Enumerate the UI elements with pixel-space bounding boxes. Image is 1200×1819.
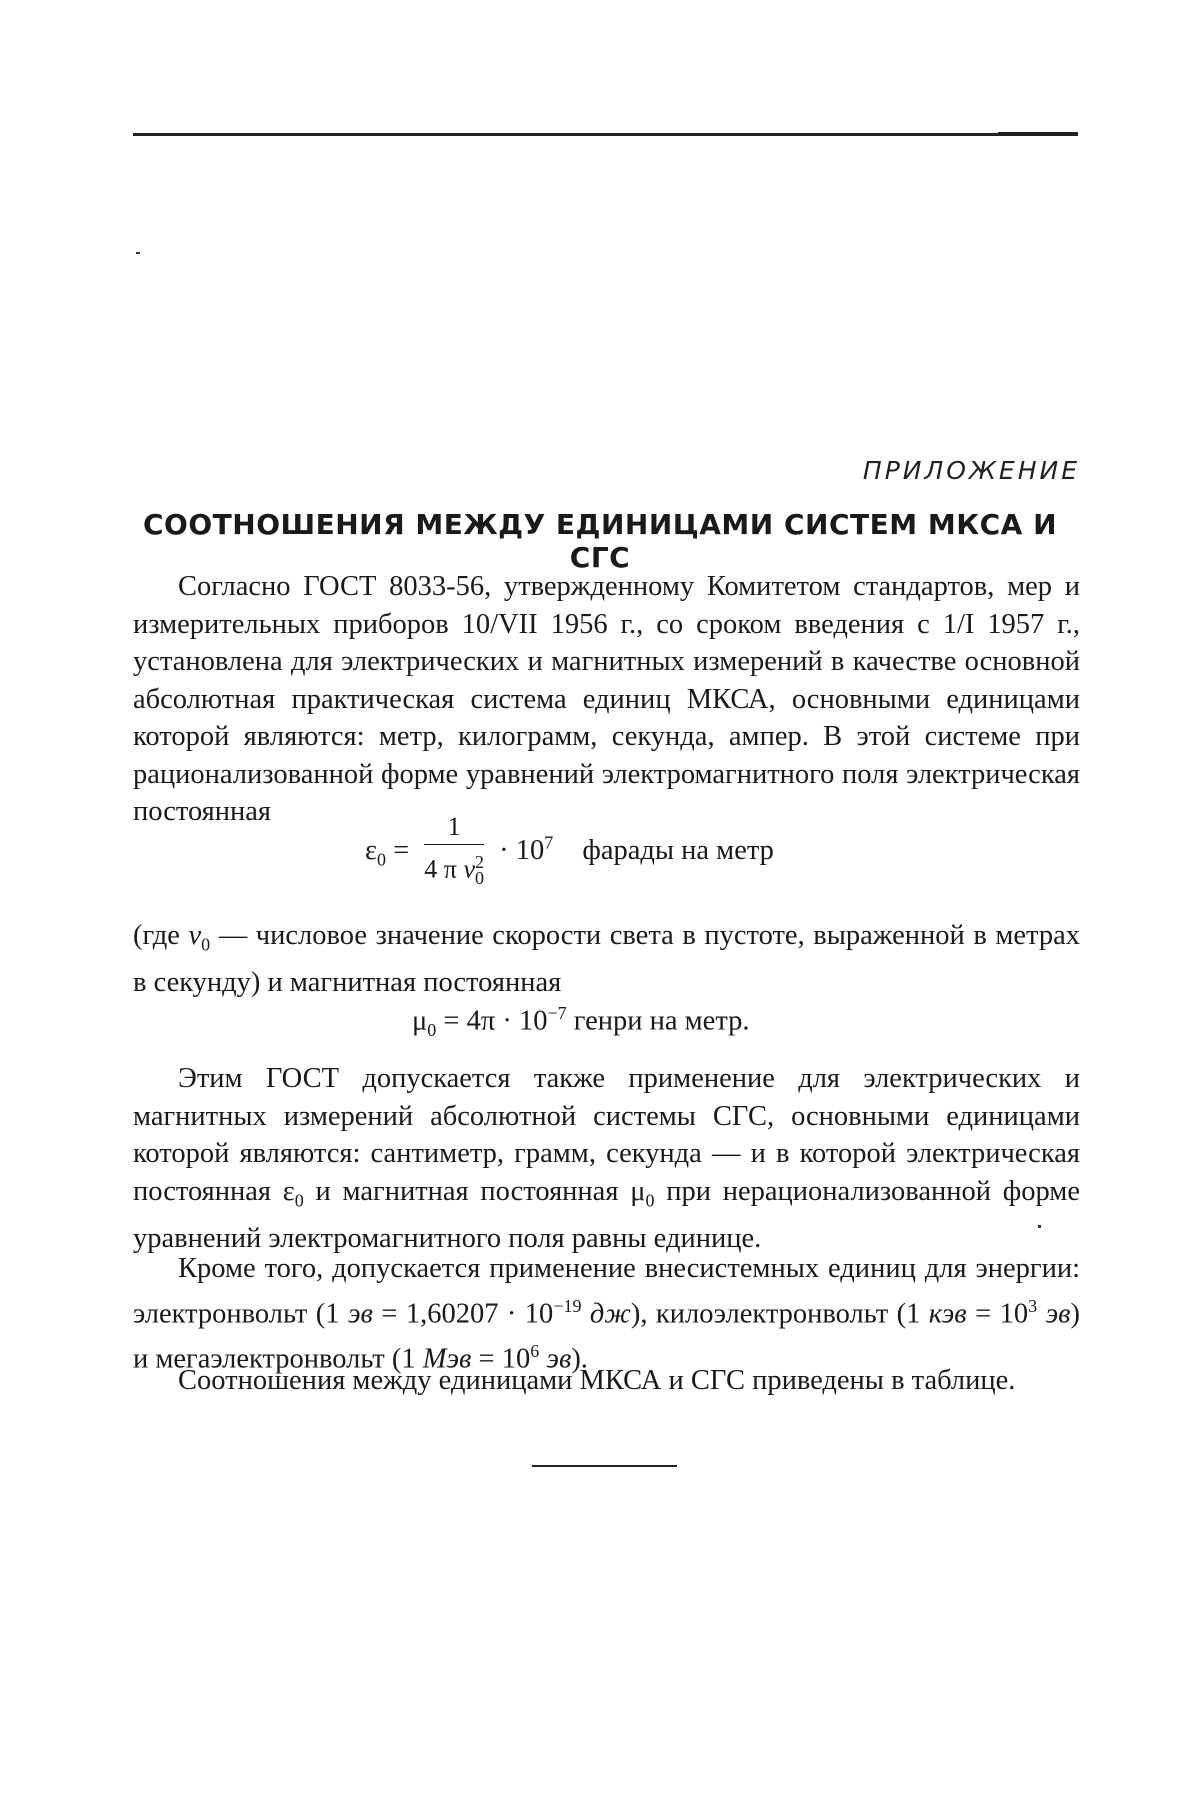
paragraph-3-part: при нерационализованной форме уравнений электромагнитного поля равны единице. — [133, 1175, 1080, 1254]
bottom-rule — [532, 1465, 677, 1467]
formula-mu — [412, 1003, 750, 1041]
top-rule — [133, 133, 1078, 136]
paragraph-5: Соотношения между единицами МКСА и СГС приведены в таблице. — [178, 1365, 1016, 1396]
paragraph-2-rest: — числовое значение скорости света в пустоте, выраженной в метрах в секунду) и магнитная постоянная — [133, 920, 1080, 999]
denominator-text: 4 π — [424, 854, 464, 884]
unit-ev: эв — [347, 1298, 373, 1329]
epsilon-subscript: 0 — [376, 849, 386, 870]
v-variable: v — [188, 920, 202, 951]
exponent: 6 — [530, 1340, 540, 1361]
unit-mev: Мэв — [422, 1343, 472, 1374]
epsilon-symbol: ε — [365, 834, 377, 866]
mu-subscript: 0 — [645, 1190, 655, 1211]
paragraph-1: Согласно ГОСТ 8033-56, утвержденному Комитетом стандартов, мер и измерительных приборов 10/VII 1956 г., со сроком введения с 1/I 1957 г., установлена для электрических и магнитных измерений в качестве основной абсолютная практическая система единиц МКСА, основными единицами которой являются: метр, килограмм, секунда, ампер. В этой системе при рационализованной форме уравнений электромагнитного поля электрическая постоянная — [133, 571, 1080, 827]
paragraph-4-part: = 10 — [471, 1343, 531, 1374]
paragraph-4-part: ) и мегаэлектронвольт (1 — [133, 1298, 1080, 1374]
mu-subscript: 0 — [427, 1020, 437, 1041]
unit-kev: кэв — [928, 1298, 967, 1329]
fraction-numerator: 1 — [424, 810, 484, 845]
paragraph-3-part: и магнитная постоянная μ — [303, 1175, 646, 1207]
paragraph-3 — [133, 1060, 1080, 1257]
epsilon-subscript: 0 — [294, 1190, 304, 1211]
mu-expression: = 4π · 10 — [436, 1005, 548, 1037]
paragraph-2 — [133, 917, 1080, 1002]
mu-symbol: μ — [412, 1005, 428, 1037]
paragraph-electronvolt — [133, 1250, 1080, 1378]
equals-sign: = — [393, 834, 410, 866]
exponent: −19 — [553, 1295, 582, 1316]
mu-unit: генри на метр. — [566, 1005, 750, 1037]
unit-ev: эв — [1045, 1298, 1071, 1329]
paragraph-2-start: (где — [133, 920, 189, 951]
paragraph-4-part: Кроме того, допускается применение внесистемных единиц для энергии: электронвольт (1 — [133, 1253, 1080, 1329]
power-exponent: 7 — [544, 832, 554, 853]
paragraph-4-part: = 10 — [966, 1298, 1029, 1329]
v-subscript: 0 — [201, 934, 211, 955]
page-title: СООТНОШЕНИЯ МЕЖДУ ЕДИНИЦАМИ СИСТЕМ МКСА И СГС — [143, 508, 1057, 574]
paragraph-4-part: = 1,60207 · 10 — [372, 1298, 554, 1329]
paragraph-4-part: ). — [571, 1343, 588, 1374]
unit-joule: дж — [589, 1298, 631, 1329]
paragraph-4 — [133, 1250, 1080, 1378]
mu-exponent: −7 — [547, 1003, 567, 1023]
fraction — [424, 810, 484, 895]
paragraph-cgs — [133, 1060, 1080, 1257]
denominator-variable: v — [463, 854, 475, 884]
unit-ev: эв — [546, 1343, 572, 1374]
print-speck — [136, 252, 140, 254]
paragraph-table-ref — [133, 1362, 1080, 1400]
formula-epsilon — [365, 810, 774, 895]
paragraph-intro — [133, 568, 1080, 831]
paragraph-speed-of-light — [133, 917, 1080, 1002]
exponent: 3 — [1028, 1295, 1038, 1316]
paragraph-3-part: Этим ГОСТ допускается также применение для электрических и магнитных измерений абсолютной системы СГС, основными единицами которой являются: сантиметр, грамм, секунда — и в которой электрическая постоянная ε — [133, 1063, 1080, 1207]
paragraph-4-part: ), килоэлектронвольт (1 — [630, 1298, 929, 1329]
denominator-subscript: 0 — [474, 867, 484, 888]
fraction-denominator — [424, 845, 484, 895]
appendix-label: ПРИЛОЖЕНИЕ — [862, 456, 1080, 485]
formula-unit: фарады на метр — [582, 834, 774, 866]
power-factor: · 10 — [499, 834, 545, 866]
denominator-exponent: 2 — [474, 852, 484, 872]
